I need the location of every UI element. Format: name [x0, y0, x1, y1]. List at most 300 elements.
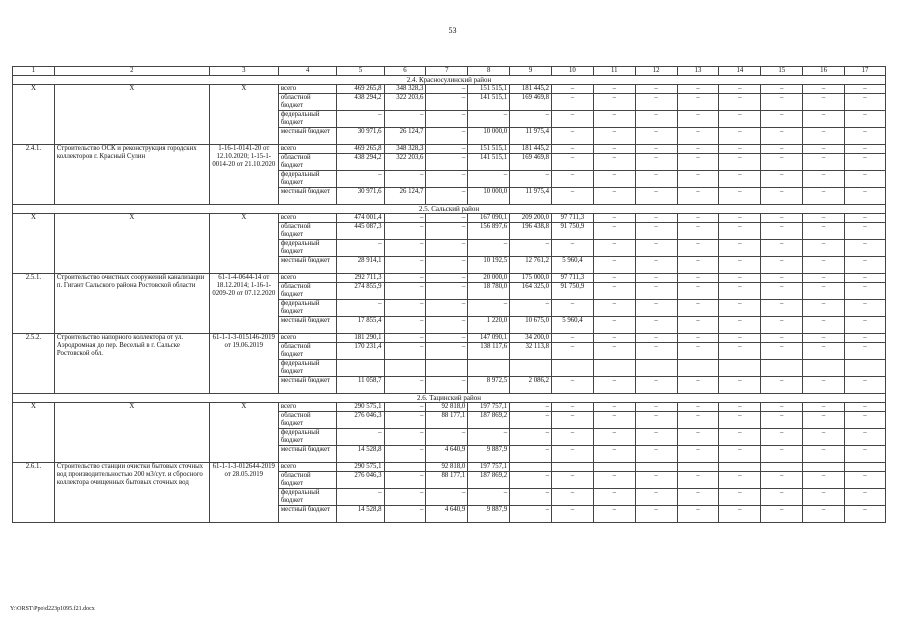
project-document: Х — [209, 403, 278, 463]
amount-cell: 290 575,1 — [337, 403, 384, 412]
amount-cell: – — [845, 111, 886, 128]
column-number-cell: 1 — [13, 67, 55, 76]
amount-cell: – — [677, 317, 719, 334]
amount-cell: – — [426, 85, 468, 94]
amount-cell: – — [845, 412, 886, 429]
amount-cell: – — [719, 85, 761, 94]
amount-cell: – — [803, 334, 845, 343]
budget-source-label: местный бюджет — [278, 257, 337, 274]
amount-cell: – — [593, 111, 635, 128]
amount-cell: – — [426, 334, 468, 343]
amount-cell: 445 087,3 — [337, 223, 384, 240]
amount-cell: – — [384, 506, 426, 523]
amount-cell: – — [719, 300, 761, 317]
amount-cell: 181 290,1 — [337, 334, 384, 343]
amount-cell: – — [635, 403, 677, 412]
amount-cell: 88 177,1 — [426, 472, 468, 489]
file-path-footer: Y:\ORST\Ppo\d223p1095.f21.docx — [10, 606, 95, 612]
amount-cell: 141 515,1 — [468, 154, 510, 171]
amount-cell — [677, 360, 719, 377]
amount-cell: – — [551, 154, 593, 171]
amount-cell: 11 975,4 — [510, 188, 552, 205]
amount-cell — [551, 463, 593, 472]
amount-cell: 170 231,4 — [337, 343, 384, 360]
amount-cell: 30 971,6 — [337, 188, 384, 205]
amount-cell: – — [845, 377, 886, 394]
amount-cell: – — [803, 94, 845, 111]
amount-cell: 26 124,7 — [384, 128, 426, 145]
budget-source-label: местный бюджет — [278, 377, 337, 394]
amount-cell: – — [677, 446, 719, 463]
amount-cell: – — [803, 274, 845, 283]
amount-cell: – — [384, 257, 426, 274]
amount-cell: – — [635, 334, 677, 343]
amount-cell: – — [677, 111, 719, 128]
amount-cell: – — [337, 300, 384, 317]
amount-cell: – — [426, 343, 468, 360]
amount-cell: – — [384, 343, 426, 360]
column-number-cell: 4 — [278, 67, 337, 76]
table-row — [13, 274, 886, 283]
amount-cell: – — [719, 171, 761, 188]
amount-cell: – — [468, 300, 510, 317]
amount-cell: – — [719, 214, 761, 223]
amount-cell: – — [426, 300, 468, 317]
object-name: Строительство ОСК и реконструкция городских коллекторов г. Красный Сулин — [54, 145, 209, 205]
amount-cell: – — [426, 214, 468, 223]
column-number-cell: 9 — [510, 67, 552, 76]
budget-source-label: всего — [278, 145, 337, 154]
amount-cell: – — [551, 429, 593, 446]
amount-cell: 276 046,3 — [337, 412, 384, 429]
amount-cell: 30 971,6 — [337, 128, 384, 145]
amount-cell: 348 328,3 — [384, 145, 426, 154]
amount-cell: – — [551, 403, 593, 412]
amount-cell — [803, 360, 845, 377]
amount-cell: – — [468, 489, 510, 506]
amount-cell: – — [719, 154, 761, 171]
amount-cell: – — [426, 283, 468, 300]
amount-cell: – — [677, 489, 719, 506]
amount-cell: – — [593, 145, 635, 154]
amount-cell: – — [635, 240, 677, 257]
amount-cell: 196 438,8 — [510, 223, 552, 240]
column-number-cell: 3 — [209, 67, 278, 76]
amount-cell: 92 818,0 — [426, 403, 468, 412]
amount-cell: – — [384, 429, 426, 446]
amount-cell: – — [761, 343, 803, 360]
amount-cell: – — [719, 334, 761, 343]
amount-cell: 322 203,6 — [384, 94, 426, 111]
amount-cell: – — [551, 412, 593, 429]
amount-cell: 10 192,5 — [468, 257, 510, 274]
amount-cell: – — [551, 171, 593, 188]
amount-cell: 14 528,8 — [337, 446, 384, 463]
amount-cell: 169 469,8 — [510, 94, 552, 111]
table-row — [13, 145, 886, 154]
amount-cell: – — [510, 489, 552, 506]
table-row — [13, 85, 886, 94]
amount-cell — [593, 463, 635, 472]
amount-cell — [337, 360, 384, 377]
amount-cell: 469 265,8 — [337, 145, 384, 154]
amount-cell — [426, 360, 468, 377]
amount-cell: 10 675,0 — [510, 317, 552, 334]
amount-cell: – — [761, 128, 803, 145]
column-number-cell: 12 — [635, 67, 677, 76]
amount-cell: – — [719, 188, 761, 205]
amount-cell: – — [761, 85, 803, 94]
amount-cell: – — [635, 85, 677, 94]
amount-cell: – — [845, 94, 886, 111]
amount-cell: – — [719, 429, 761, 446]
budget-source-label: федеральный бюджет — [278, 360, 337, 377]
amount-cell: 32 113,8 — [510, 343, 552, 360]
amount-cell: – — [845, 223, 886, 240]
amount-cell: 91 750,9 — [551, 223, 593, 240]
amount-cell: – — [635, 274, 677, 283]
amount-cell: 92 818,0 — [426, 463, 468, 472]
amount-cell: – — [845, 283, 886, 300]
amount-cell — [593, 360, 635, 377]
section-title-row — [13, 394, 886, 403]
amount-cell: – — [551, 85, 593, 94]
amount-cell: – — [803, 317, 845, 334]
amount-cell: 138 117,6 — [468, 343, 510, 360]
amount-cell: – — [551, 334, 593, 343]
budget-source-label: областной бюджет — [278, 154, 337, 171]
amount-cell: – — [426, 429, 468, 446]
amount-cell: – — [803, 171, 845, 188]
table-row — [13, 214, 886, 223]
amount-cell: – — [719, 240, 761, 257]
amount-cell: 9 887,9 — [468, 506, 510, 523]
amount-cell: – — [384, 472, 426, 489]
amount-cell: – — [803, 489, 845, 506]
amount-cell: – — [510, 171, 552, 188]
amount-cell: – — [803, 223, 845, 240]
amount-cell: – — [510, 472, 552, 489]
amount-cell: 187 869,2 — [468, 412, 510, 429]
amount-cell: 438 294,2 — [337, 154, 384, 171]
amount-cell: – — [510, 403, 552, 412]
amount-cell: 474 001,4 — [337, 214, 384, 223]
amount-cell: – — [635, 377, 677, 394]
amount-cell: – — [803, 300, 845, 317]
amount-cell: – — [845, 472, 886, 489]
amount-cell: – — [551, 472, 593, 489]
amount-cell: – — [677, 214, 719, 223]
amount-cell: – — [845, 403, 886, 412]
amount-cell: – — [677, 506, 719, 523]
amount-cell: – — [384, 403, 426, 412]
amount-cell: – — [551, 343, 593, 360]
amount-cell: 91 750,9 — [551, 283, 593, 300]
amount-cell: – — [593, 274, 635, 283]
amount-cell: – — [761, 472, 803, 489]
amount-cell: – — [677, 188, 719, 205]
amount-cell: – — [384, 334, 426, 343]
amount-cell: – — [510, 412, 552, 429]
amount-cell: 5 960,4 — [551, 257, 593, 274]
amount-cell: 97 711,3 — [551, 274, 593, 283]
financing-table — [12, 66, 886, 523]
column-number-cell: 8 — [468, 67, 510, 76]
amount-cell: – — [635, 489, 677, 506]
column-number-cell: 11 — [593, 67, 635, 76]
amount-cell: – — [551, 240, 593, 257]
amount-cell: – — [719, 111, 761, 128]
amount-cell: – — [719, 145, 761, 154]
amount-cell: – — [384, 240, 426, 257]
amount-cell: – — [593, 489, 635, 506]
amount-cell — [635, 463, 677, 472]
amount-cell: – — [761, 283, 803, 300]
amount-cell: – — [761, 240, 803, 257]
amount-cell: – — [426, 188, 468, 205]
budget-source-label: областной бюджет — [278, 343, 337, 360]
amount-cell: 12 761,2 — [510, 257, 552, 274]
amount-cell: 181 445,2 — [510, 85, 552, 94]
amount-cell: – — [593, 300, 635, 317]
amount-cell: – — [635, 506, 677, 523]
amount-cell: – — [845, 128, 886, 145]
amount-cell: – — [719, 94, 761, 111]
amount-cell: – — [719, 343, 761, 360]
budget-source-label: местный бюджет — [278, 317, 337, 334]
amount-cell: – — [426, 223, 468, 240]
budget-source-label: областной бюджет — [278, 412, 337, 429]
budget-source-label: местный бюджет — [278, 446, 337, 463]
amount-cell: – — [635, 429, 677, 446]
amount-cell: – — [803, 85, 845, 94]
amount-cell: – — [593, 403, 635, 412]
item-number: Х — [13, 85, 55, 145]
amount-cell: – — [845, 240, 886, 257]
column-number-cell: 2 — [54, 67, 209, 76]
amount-cell: – — [677, 300, 719, 317]
amount-cell: – — [593, 343, 635, 360]
amount-cell: – — [635, 145, 677, 154]
section-title-row — [13, 76, 886, 85]
amount-cell: – — [551, 446, 593, 463]
amount-cell: – — [845, 317, 886, 334]
amount-cell: – — [761, 145, 803, 154]
budget-source-label: всего — [278, 403, 337, 412]
amount-cell: 5 960,4 — [551, 317, 593, 334]
amount-cell: – — [761, 429, 803, 446]
section-title-row — [13, 205, 886, 214]
amount-cell: – — [635, 257, 677, 274]
amount-cell: – — [761, 334, 803, 343]
amount-cell: – — [845, 145, 886, 154]
project-document: Х — [209, 214, 278, 274]
amount-cell: – — [593, 472, 635, 489]
amount-cell: – — [635, 223, 677, 240]
item-number: 2.5.1. — [13, 274, 55, 334]
amount-cell: – — [635, 300, 677, 317]
amount-cell: – — [337, 240, 384, 257]
amount-cell: – — [845, 188, 886, 205]
amount-cell: 469 265,8 — [337, 85, 384, 94]
amount-cell: – — [337, 171, 384, 188]
amount-cell: – — [635, 94, 677, 111]
item-number: 2.4.1. — [13, 145, 55, 205]
amount-cell: – — [803, 257, 845, 274]
amount-cell: – — [845, 506, 886, 523]
amount-cell: – — [384, 489, 426, 506]
amount-cell: 151 515,1 — [468, 145, 510, 154]
budget-source-label: всего — [278, 334, 337, 343]
amount-cell: – — [426, 128, 468, 145]
amount-cell: – — [803, 188, 845, 205]
amount-cell: – — [677, 283, 719, 300]
amount-cell: 175 000,0 — [510, 274, 552, 283]
amount-cell: – — [719, 317, 761, 334]
amount-cell: 28 914,1 — [337, 257, 384, 274]
project-document: 61-1-1-3-012644-2019 от 28.05.2019 — [209, 463, 278, 523]
column-number-cell: 16 — [803, 67, 845, 76]
amount-cell: – — [845, 446, 886, 463]
amount-cell: – — [761, 412, 803, 429]
amount-cell: – — [510, 446, 552, 463]
budget-source-label: местный бюджет — [278, 506, 337, 523]
amount-cell: – — [337, 429, 384, 446]
section-title: 2.5. Сальский район — [13, 205, 886, 214]
amount-cell: – — [384, 171, 426, 188]
amount-cell: – — [845, 343, 886, 360]
amount-cell: – — [635, 188, 677, 205]
amount-cell — [551, 360, 593, 377]
amount-cell: – — [593, 188, 635, 205]
amount-cell: – — [677, 377, 719, 394]
amount-cell: – — [593, 283, 635, 300]
amount-cell: 97 711,3 — [551, 214, 593, 223]
column-number-cell: 17 — [845, 67, 886, 76]
amount-cell: – — [719, 403, 761, 412]
amount-cell: – — [510, 111, 552, 128]
amount-cell: – — [845, 300, 886, 317]
amount-cell: 26 124,7 — [384, 188, 426, 205]
amount-cell: – — [510, 300, 552, 317]
amount-cell: 197 757,1 — [468, 463, 510, 472]
amount-cell — [468, 360, 510, 377]
amount-cell: – — [719, 506, 761, 523]
table-row — [13, 403, 886, 412]
amount-cell: – — [677, 223, 719, 240]
amount-cell: – — [719, 223, 761, 240]
budget-source-label: областной бюджет — [278, 223, 337, 240]
amount-cell: – — [761, 171, 803, 188]
amount-cell: 17 855,4 — [337, 317, 384, 334]
amount-cell: – — [845, 429, 886, 446]
amount-cell: – — [803, 154, 845, 171]
amount-cell: – — [761, 223, 803, 240]
project-document: 61-1-4-0644-14 от 18.12.2014; 1-16-1-0209-20 от 07.12.2020 — [209, 274, 278, 334]
amount-cell: 348 328,3 — [384, 85, 426, 94]
amount-cell: – — [551, 506, 593, 523]
section-title: 2.4. Красносулинский район — [13, 76, 886, 85]
amount-cell: 197 757,1 — [468, 403, 510, 412]
amount-cell: – — [845, 489, 886, 506]
amount-cell: 18 780,0 — [468, 283, 510, 300]
amount-cell: – — [337, 111, 384, 128]
amount-cell: 2 086,2 — [510, 377, 552, 394]
amount-cell — [761, 360, 803, 377]
amount-cell: – — [635, 171, 677, 188]
amount-cell: – — [426, 489, 468, 506]
amount-cell — [803, 463, 845, 472]
amount-cell: – — [551, 145, 593, 154]
amount-cell: – — [593, 85, 635, 94]
item-number: 2.6.1. — [13, 463, 55, 523]
amount-cell: – — [426, 317, 468, 334]
amount-cell: – — [551, 128, 593, 145]
amount-cell: – — [426, 240, 468, 257]
amount-cell: – — [761, 446, 803, 463]
amount-cell: 290 575,1 — [337, 463, 384, 472]
amount-cell — [845, 463, 886, 472]
amount-cell: 292 711,3 — [337, 274, 384, 283]
amount-cell: – — [593, 154, 635, 171]
amount-cell: – — [593, 446, 635, 463]
amount-cell: – — [384, 377, 426, 394]
amount-cell: – — [761, 154, 803, 171]
amount-cell: – — [384, 300, 426, 317]
amount-cell — [845, 360, 886, 377]
amount-cell: – — [761, 317, 803, 334]
amount-cell: – — [551, 377, 593, 394]
budget-source-label: федеральный бюджет — [278, 240, 337, 257]
amount-cell: – — [677, 85, 719, 94]
amount-cell: – — [384, 283, 426, 300]
amount-cell: – — [677, 343, 719, 360]
amount-cell: – — [510, 429, 552, 446]
amount-cell — [510, 463, 552, 472]
amount-cell: – — [593, 223, 635, 240]
section-title: 2.6. Тацинский район — [13, 394, 886, 403]
amount-cell: – — [845, 154, 886, 171]
amount-cell: – — [384, 317, 426, 334]
amount-cell: – — [426, 154, 468, 171]
amount-cell: – — [761, 274, 803, 283]
amount-cell: 34 200,0 — [510, 334, 552, 343]
amount-cell: – — [593, 506, 635, 523]
amount-cell: – — [635, 472, 677, 489]
amount-cell: 169 469,8 — [510, 154, 552, 171]
amount-cell: – — [426, 145, 468, 154]
amount-cell: – — [761, 300, 803, 317]
amount-cell: – — [384, 412, 426, 429]
amount-cell: – — [468, 111, 510, 128]
amount-cell: – — [635, 128, 677, 145]
amount-cell: – — [677, 128, 719, 145]
amount-cell: 164 325,0 — [510, 283, 552, 300]
amount-cell: – — [761, 489, 803, 506]
amount-cell: 11 058,7 — [337, 377, 384, 394]
column-number-cell: 15 — [761, 67, 803, 76]
amount-cell: – — [761, 111, 803, 128]
budget-source-label: местный бюджет — [278, 128, 337, 145]
budget-source-label: всего — [278, 214, 337, 223]
amount-cell: 141 515,1 — [468, 94, 510, 111]
amount-cell: – — [719, 446, 761, 463]
amount-cell: – — [761, 188, 803, 205]
budget-source-label: федеральный бюджет — [278, 429, 337, 446]
amount-cell — [510, 360, 552, 377]
amount-cell: – — [845, 85, 886, 94]
amount-cell: – — [510, 240, 552, 257]
